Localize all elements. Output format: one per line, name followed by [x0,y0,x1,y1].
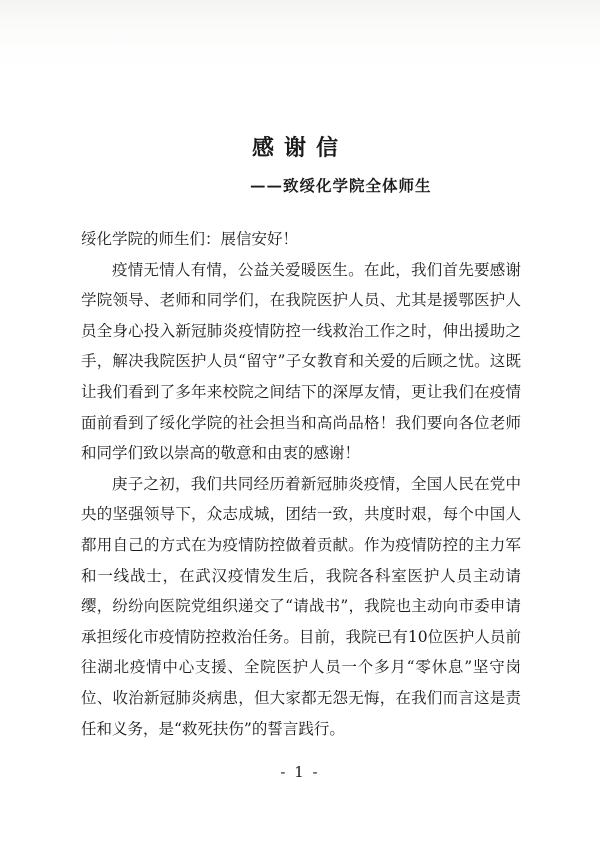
salutation: 绥化学院的师生们：展信安好！ [81,230,299,248]
page-number: - 1 - [280,763,320,781]
paragraph-thanks: 疫情无情人有情，公益关爱暖医生。在此，我们首先要感谢学院领导、老师和同学们，在我院医护人员、尤其是援鄂医护人员全身心投入新冠肺炎疫情防控一线救治工作之时，伸出援助之手，解决我院医护人员“留守”子女教育和关爱的后顾之忧。这既让我们看到了多年来校院之间结下的深厚友情，更让我们在疫情面前看到了绥化学院的社会担当和高尚品格！我们要向各位老师和同学们致以崇高的敬意和由衷的感谢！ [81,260,521,463]
paragraph-epidemic: 庚子之初，我们共同经历着新冠肺炎疫情，全国人民在党中央的坚强领导下，众志成城，团结一致，共度时艰，每个中国人都用自己的方式在为疫情防控做着贡献。作为疫情防控的主力军和一线战士，在武汉疫情发生后，我院各科室医护人员主动请缨，纷纷向医院党组织递交了“请战书”，我院也主动向市委申请承担绥化市疫情防控救治任务。目前，我院已有10位医护人员前往湖北疫情中心支援、全院医护人员一个多月“零休息”坚守岗位、收治新冠肺炎病患，但大家都无怨无悔，在我们而言这是责任和义务，是“救死扶伤”的誓言践行。 [81,474,521,738]
letter-title: 感谢信 [251,135,348,161]
letter-body [81,224,521,744]
letter-subtitle: ——致绥化学院全体师生 [250,176,432,195]
